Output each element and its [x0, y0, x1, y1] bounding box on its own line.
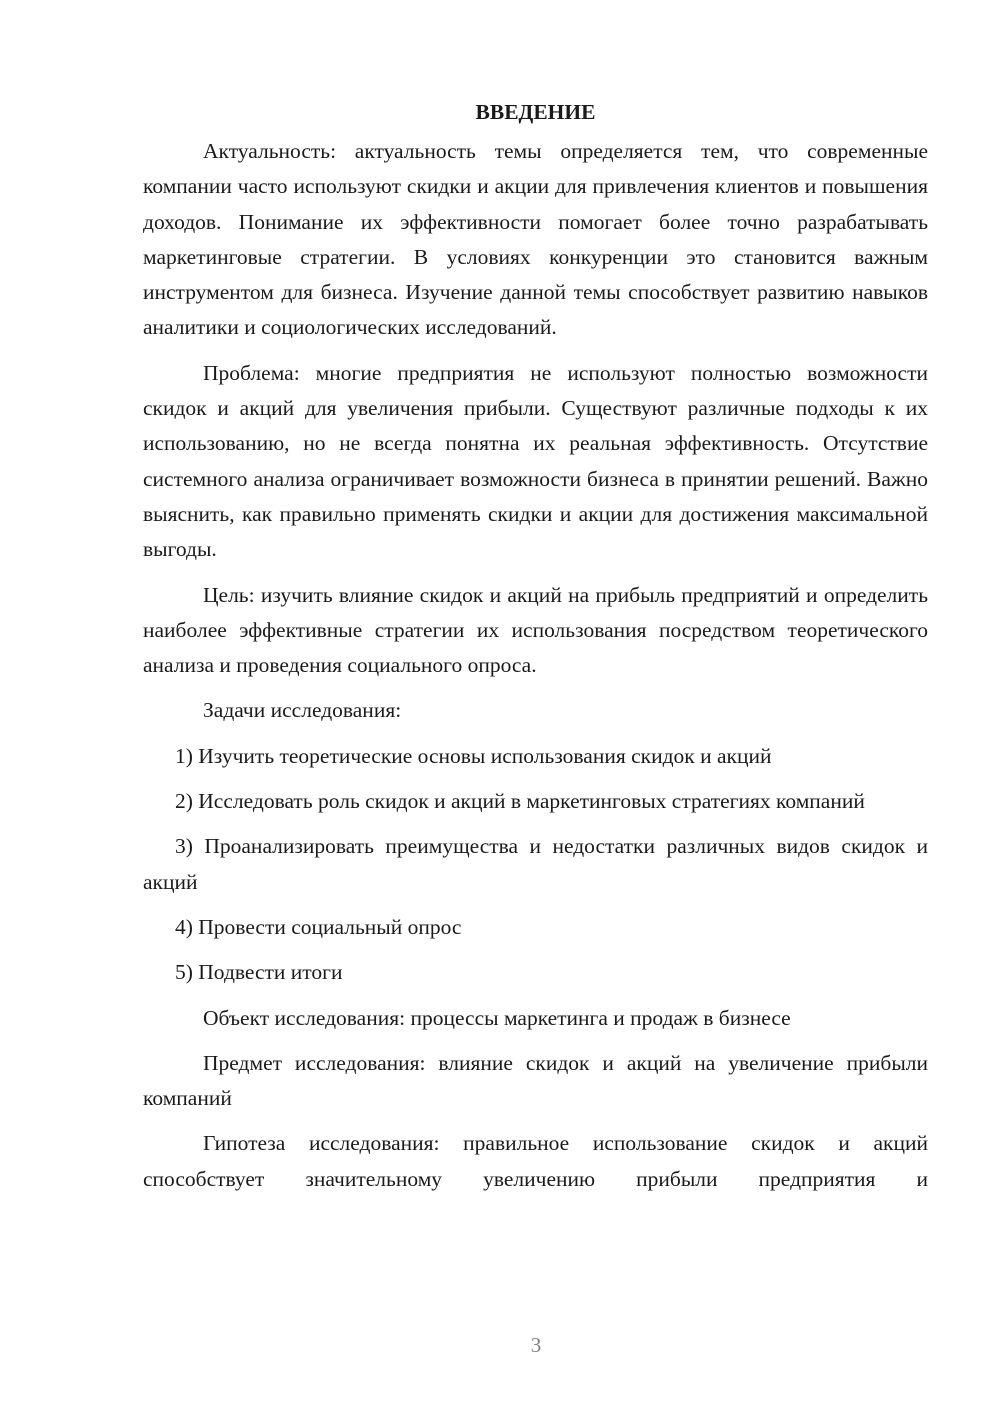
task-item-4: 4) Провести социальный опрос — [175, 914, 462, 939]
document-body — [143, 92, 928, 1197]
task-item-1: 1) Изучить теоретические основы использования скидок и акций — [175, 743, 772, 768]
paragraph-problem: Проблема: многие предприятия не используют полностью возможности скидок и акций для увеличения прибыли. Существуют различные подходы к их использованию, но не всегда понятна их реальная эффективность. Отсутствие системного анализа ограничивает возможности бизнеса в принятии решений. Важно выяснить, как правильно применять скидки и акции для достижения максимальной выгоды. — [143, 360, 928, 562]
page-number: 3 — [530, 1333, 542, 1357]
task-item-2: 2) Исследовать роль скидок и акций в маркетинговых стратегиях компаний — [175, 789, 865, 814]
paragraph-relevance: Актуальность: актуальность темы определяется тем, что современные компании часто используют скидки и акции для привлечения клиентов и повышения доходов. Понимание их эффективности помогает более точно разрабатывать маркетинговые стратегии. В условиях конкуренции это становится важным инструментом для бизнеса. Изучение данной темы способствует развитию навыков аналитики и социологических исследований. — [143, 139, 928, 340]
paragraph-goal: Цель: изучить влияние скидок и акций на прибыль предприятий и определить наиболее эффективные стратегии их использования посредством теоретического анализа и проведения социального опроса. — [143, 582, 928, 678]
page-title: ВВЕДЕНИЕ — [475, 100, 596, 124]
task-item-3: 3) Проанализировать преимущества и недостатки различных видов скидок и акций — [143, 834, 928, 894]
paragraph-hypothesis: Гипотеза исследования: правильное использование скидок и акций способствует значительному увеличению прибыли предприятия и — [143, 1131, 928, 1191]
tasks-title: Задачи исследования: — [203, 698, 402, 723]
task-item-5: 5) Подвести итоги — [175, 960, 343, 985]
paragraph-object: Объект исследования: процессы маркетинга и продаж в бизнесе — [203, 1005, 791, 1030]
paragraph-subject: Предмет исследования: влияние скидок и акций на увеличение прибыли компаний — [143, 1050, 928, 1111]
